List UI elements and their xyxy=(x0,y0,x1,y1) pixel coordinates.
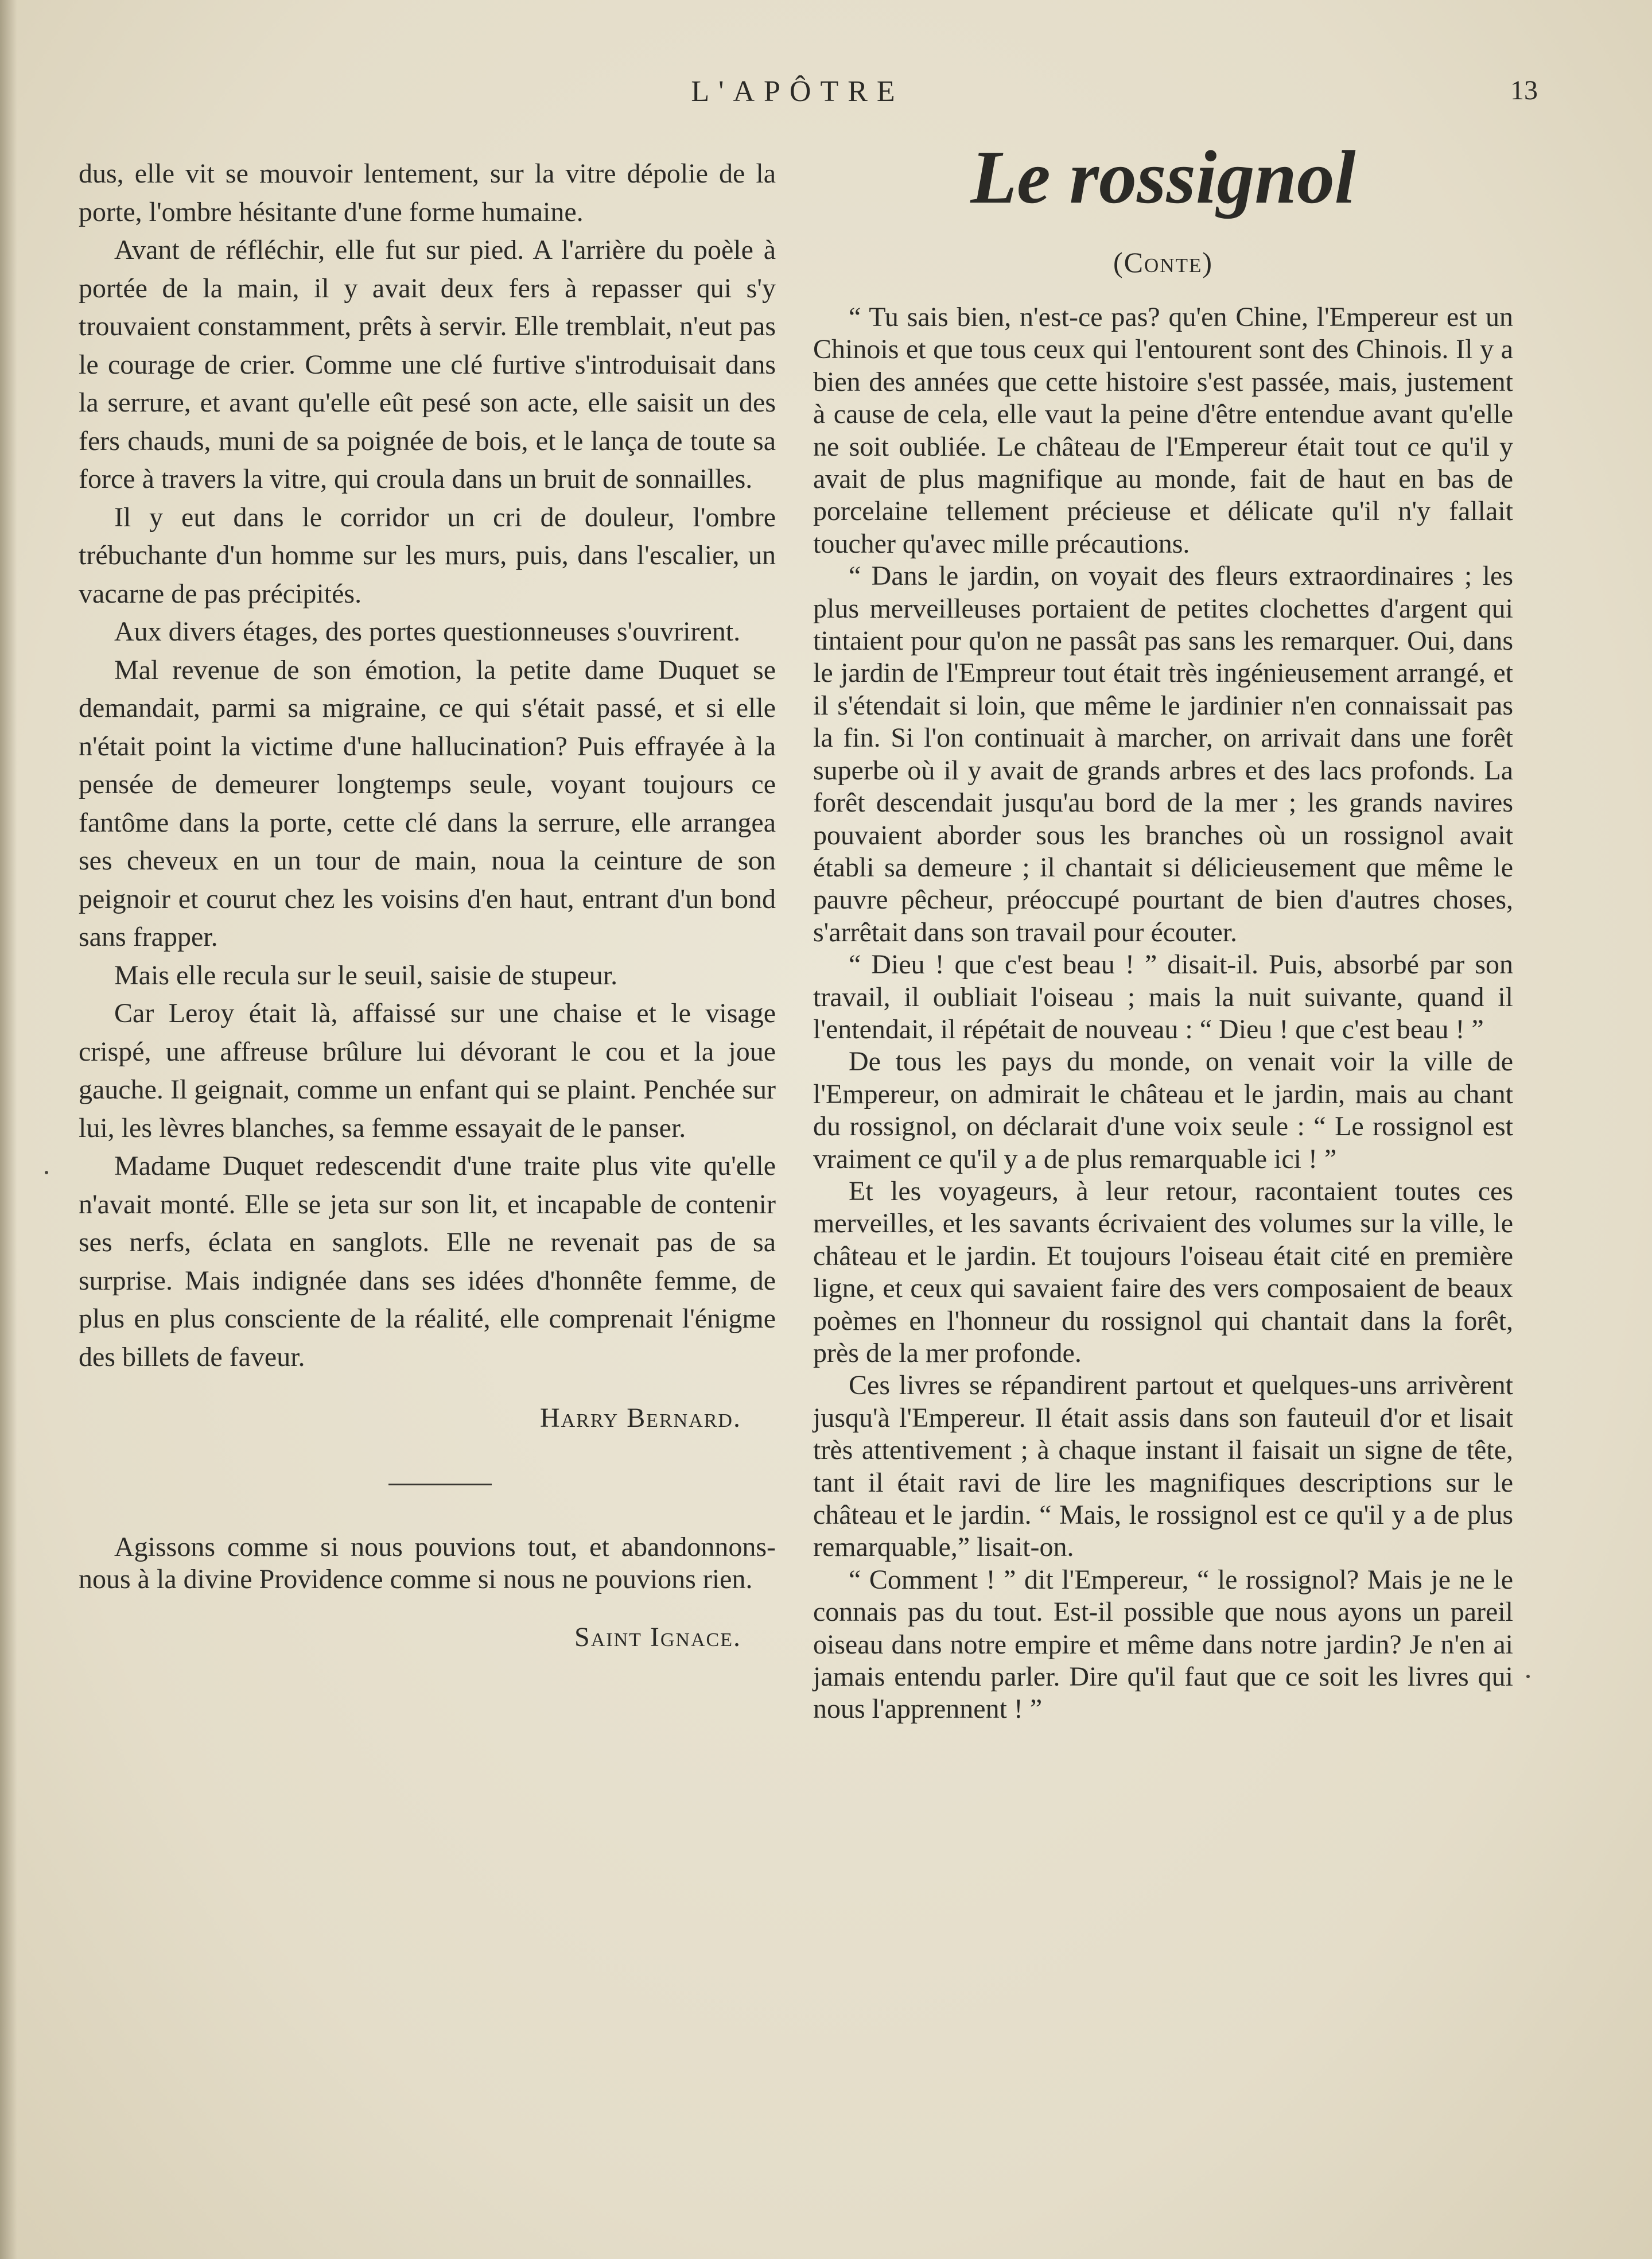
quote: Agissons comme si nous pouvions tout, et abandonnons-nous à la divine Providence comme si nous ne pouvions rien. xyxy=(79,1531,776,1594)
paragraph: “ Dans le jardin, on voyait des fleurs extraordinaires ; les plus merveilleuses portaient de petites clochettes d'argent qui tintaient pour qu'on ne passât pas sans les remarquer. Oui, dans le jardin de l'Empreur tout était très ingénieusement arrangé, et il s'étendait si loin, que même le jardinier n'en connaissait pas la fin. Si l'on continuait à marcher, on arrivait dans une forêt superbe où il y avait de grands arbres et des lacs profonds. La forêt descendait jusqu'au bord de la mer ; les grands navires pouvaient aborder sous les branches où un rossignol avait établi sa demeure ; il chantait si délicieusement que même le pauvre pêcheur, préoccupé pourtant de bien d'autres choses, s'arrêtait dans son travail pour écouter. xyxy=(813,561,1513,948)
section-divider xyxy=(388,1484,492,1485)
page-number: 13 xyxy=(1510,75,1538,106)
paragraph: dus, elle vit se mouvoir lentement, sur la vitre dépolie de la porte, l'ombre hésitante d'une forme humaine. xyxy=(79,158,776,227)
author-signature: Harry Bernard. xyxy=(539,1403,741,1433)
paragraph: Madame Duquet redescendit d'une traite plus vite qu'elle n'avait monté. Elle se jeta sur son lit, et incapable de contenir ses nerfs, éclata en sanglots. Elle ne revenait pas de sa surprise. Mais indignée dans ses idées d'honnête femme, de plus en plus consciente de la réalité, elle comprenait l'énigme des billets de faveur. xyxy=(79,1151,776,1372)
running-title: L'APÔTRE xyxy=(691,75,904,108)
quote-author: Saint Ignace. xyxy=(574,1621,741,1652)
paragraph: Mais elle recula sur le seuil, saisie de stupeur. xyxy=(114,960,618,991)
paragraph: De tous les pays du monde, on venait voir la ville de l'Empereur, on admirait le château et le jardin, mais au chant du rossignol, on déclarait d'une voix seule : “ Le rossignol est vraiment ce qu'il y a de plus remarquable ici ! ” xyxy=(813,1046,1513,1174)
page-edge-shadow xyxy=(0,0,17,2259)
article-title: Le rossignol xyxy=(970,135,1356,219)
right-column xyxy=(813,301,1513,1726)
paragraph: “ Tu sais bien, n'est-ce pas? qu'en Chine, l'Empereur est un Chinois et que tous ceux qui l'entourent sont des Chinois. Il y a bien des années que cette histoire s'est passée, mais, justement à cause de cela, elle vaut la peine d'être entendue avant qu'elle ne soit oubliée. Le château de l'Empereur était tout ce qu'il y avait de plus magnifique au monde, fait de haut en bas de porcelaine tellement précieuse et délicate qu'il n'y fallait toucher qu'avec mille précautions. xyxy=(813,302,1513,559)
paragraph: Car Leroy était là, affaissé sur une chaise et le visage crispé, une affreuse brûlure lui dévorant le cou et la joue gauche. Il geignait, comme un enfant qui se plaint. Penchée sur lui, les lèvres blanches, sa femme essayait de le panser. xyxy=(79,998,776,1143)
paragraph: Aux divers étages, des portes questionneuses s'ouvrirent. xyxy=(114,616,741,647)
paper-speck xyxy=(1526,1675,1530,1678)
paragraph: “ Dieu ! que c'est beau ! ” disait-il. Puis, absorbé par son travail, il oubliait l'oiseau ; mais la nuit suivante, quand il l'entendait, il répétait de nouveau : “ Dieu ! que c'est beau ! ” xyxy=(813,949,1513,1045)
paragraph: “ Comment ! ” dit l'Empereur, “ le rossignol? Mais je ne le connais pas du tout. Est-il possible que nous ayons un pareil oiseau dans notre empire et même dans notre jardin? Je n'en ai jamais entendu parler. Dire qu'il faut que ce soit les livres qui nous l'apprennent ! ” xyxy=(813,1564,1513,1725)
paragraph: Avant de réfléchir, elle fut sur pied. A l'arrière du poèle à portée de la main, il y avait deux fers à repasser qui s'y trouvaient constamment, prêts à servir. Elle tremblait, n'eut pas le courage de crier. Comme une clé furtive s'introduisait dans la serrure, et avant qu'elle eût pesé son acte, elle saisit un des fers chauds, muni de sa poignée de bois, et le lança de toute sa force à travers la vitre, qui croula dans un bruit de sonnailles. xyxy=(79,235,776,494)
paper-speck xyxy=(45,1171,48,1174)
left-column xyxy=(79,155,776,1656)
paragraph: Mal revenue de son émotion, la petite dame Duquet se demandait, parmi sa migraine, ce qui s'était passé, et si elle n'était point la victime d'une hallucination? Puis effrayée à la pensée de demeurer longtemps seule, voyant toujours ce fantôme dans la porte, cette clé dans la serrure, elle arrangea ses cheveux en un tour de main, noua la ceinture de son peignoir et courut chez les voisins d'en haut, entrant d'un bond sans frapper. xyxy=(79,654,776,952)
article-subtitle: (Conte) xyxy=(1113,246,1213,278)
paragraph: Il y eut dans le corridor un cri de douleur, l'ombre trébuchante d'un homme sur les murs, puis, dans l'escalier, un vacarne de pas précipités. xyxy=(79,502,776,609)
paragraph: Ces livres se répandirent partout et quelques-uns arrivèrent jusqu'à l'Empereur. Il était assis dans son fauteuil d'or et lisait très attentivement ; à chaque instant il faisait un signe de tête, tant il était ravi de lire les magnifiques descriptions sur le château et le jardin. “ Mais, le rossignol est ce qu'il y a de plus remarquable,” lisait-on. xyxy=(813,1370,1513,1563)
paragraph: Et les voyageurs, à leur retour, racontaient toutes ces merveilles, et les savants écrivaient des volumes sur la ville, le château et le jardin. Et toujours l'oiseau était cité en première ligne, et ceux qui savaient faire des vers composaient de beaux poèmes en l'honneur du rossignol qui chantait dans la forêt, près de la mer profonde. xyxy=(813,1175,1513,1368)
